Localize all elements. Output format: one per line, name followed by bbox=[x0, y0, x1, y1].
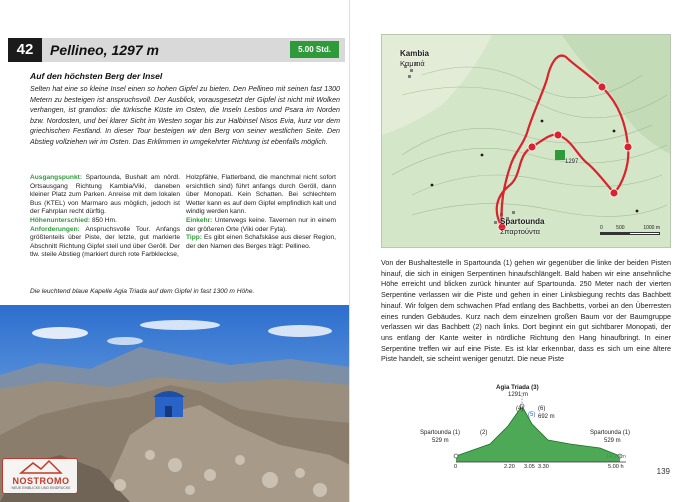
tip-text: Es gibt einen Schafskäse aus dieser Region, der den Namen des Berges trägt: Pellineo. bbox=[186, 234, 336, 250]
profile-left-alt: 529 m bbox=[432, 438, 449, 444]
logo-mountain-icon bbox=[3, 459, 79, 475]
tour-number: 42 bbox=[8, 38, 42, 62]
scale-500: 500 bbox=[616, 225, 625, 231]
duration-badge: 5.00 Std. bbox=[290, 41, 339, 58]
profile-distance: 14.2 km bbox=[606, 454, 626, 460]
photo-caption: Die leuchtend blaue Kapelle Agia Triada auf dem Gipfel in fast 1300 m Höhe. bbox=[30, 288, 255, 295]
map-label-spartounda-greek: Σπαρτούντα bbox=[500, 227, 540, 236]
logo-text: NOSTROMO bbox=[12, 476, 70, 486]
page-number: 139 bbox=[656, 467, 670, 476]
profile-point-2: (2) bbox=[480, 430, 488, 436]
route-description: Von der Bushaltestelle in Spartounda (1) gehen wir gegenüber die linke der beiden Pisten hinauf, die sich in einigen Serpentinen hinaufschlängelt. Bald haben wir eine ansehnliche Höhe erreicht und blicken zurück hinunter auf Spartounda. 250 Meter nach der vierten Serpentine verlassen wir die Piste und gehen in einer Linksbiegung rechts das Bachbett hinauf. Wir folgen dem schwachen Pfad entlang des Bachbetts, vorbei an den Überresten eines runden Gebäudes. Kurz nach dem einzelnen großen Baum vor der Baumgruppe verlassen wir das Bachbett (2) nach links. Dort beginnt ein gut sichtbarer Monopati, der uns entlang der Kante weiter in nördliche Richtung den Hang hinaufbringt. In einer Serpentine treffen wir auf eine Piste. Es ist klar erkennbar, dass es sich um eine ältere Piste handelt, sie scheint weniger genutzt. Die neue Piste bbox=[381, 258, 671, 364]
height-label: Höhenunterschied: bbox=[30, 216, 91, 224]
map-label-kambia-greek: Καμπιά bbox=[400, 59, 425, 68]
map-summit-height: 1297 bbox=[565, 159, 579, 165]
profile-point-5: (5) bbox=[528, 412, 536, 418]
profile-point-start bbox=[454, 454, 458, 458]
logo-subtext: NEUE EINBLICKE UND EINDRÜCKE bbox=[11, 486, 71, 490]
chapel-icon bbox=[153, 391, 185, 417]
summit-photo bbox=[0, 305, 350, 502]
waypoint-3 bbox=[554, 131, 562, 139]
profile-point-6: (6) bbox=[538, 406, 546, 412]
tour-subtitle: Auf den höchsten Berg der Insel bbox=[30, 71, 163, 81]
requirements-text: Anspruchsvolle Tour. Anfangs größtenteils über Piste, der letzte, gut markierte Abschnitt Richtung Gipfel steil und über Geröll. Der tlw. steile Abstieg (markiert durch rote Farbkleckse, bbox=[30, 225, 180, 259]
profile-left-name: Spartounda (1) bbox=[420, 430, 461, 436]
elevation-profile-graphic bbox=[420, 384, 640, 474]
scale-1000: 1000 m bbox=[643, 225, 660, 231]
route-map bbox=[381, 34, 671, 248]
height-text: 850 Hm. bbox=[91, 216, 117, 224]
profile-point-6-alt: 692 m bbox=[538, 414, 555, 420]
profile-time-4: 5.00 h bbox=[608, 464, 624, 470]
stop-label: Einkehr: bbox=[186, 216, 213, 224]
waypoint-5 bbox=[624, 143, 632, 151]
waypoint-4 bbox=[610, 189, 618, 197]
requirements-continued: Holzpfähle, Flatterband, die manchmal nicht sofort ersichtlich sind) führt anfangs durch Geröll, dann über Monopati. Kein Schatten. Bei schlechtem Wetter kann es auf dem Gipfel empfindlich kalt und windig werden kann. bbox=[186, 174, 336, 216]
map-label-spartounda: Spartounda bbox=[500, 217, 545, 226]
start-text: Spartounda, Bushalt am nördl. Ortsausgang Richtung Kambia/Viki, daneben kleiner Platz zum Parken. Anreise mit dem lokalen Bus (KTEL) von Marmaro aus möglich, jedoch ist der Fahrplan recht dürftig. bbox=[30, 174, 180, 216]
publisher-logo bbox=[2, 458, 78, 494]
waypoint-2 bbox=[528, 143, 536, 151]
map-scale bbox=[600, 225, 660, 235]
waypoint-6 bbox=[598, 83, 606, 91]
info-column-right bbox=[186, 174, 336, 251]
tour-title: Pellineo, 1297 m bbox=[50, 42, 159, 58]
map-label-kambia: Kambia bbox=[400, 49, 429, 58]
tip-label: Tipp: bbox=[186, 234, 202, 242]
start-label: Ausgangspunkt: bbox=[30, 174, 83, 181]
profile-point-4: (4) bbox=[516, 406, 524, 412]
summit-marker bbox=[555, 150, 565, 160]
profile-time-0: 0 bbox=[454, 464, 458, 470]
profile-peak-alt: 1291 m bbox=[508, 392, 529, 398]
profile-time-3: 3.30 bbox=[538, 464, 549, 470]
profile-peak-name: Agia Triada (3) bbox=[496, 384, 539, 391]
profile-time-2: 3.05 bbox=[524, 464, 535, 470]
profile-right-name: Spartounda (1) bbox=[590, 430, 631, 436]
requirements-label: Anforderungen: bbox=[30, 225, 80, 233]
scale-bar bbox=[600, 232, 660, 235]
profile-time-1: 2.20 bbox=[504, 464, 515, 470]
tour-header bbox=[8, 38, 345, 62]
stop-text: Unterwegs keine. Tavernen nur in einem der größeren Orte (Viki oder Fyta). bbox=[186, 216, 336, 233]
elevation-profile bbox=[420, 384, 640, 474]
profile-right-alt: 529 m bbox=[604, 438, 621, 444]
scale-zero: 0 bbox=[600, 225, 603, 231]
info-column-left bbox=[30, 174, 180, 260]
intro-text: Selten hat eine so kleine Insel einen so hohen Gipfel zu bieten. Den Pellineo mit seinen fast 1300 Metern zu besteigen ist anspruchsvoll. Der Ausblick, vorausgesetzt der Gipfel ist nicht mit Wolken verhangen, ist grandios: die türkische Küste im Osten, die Inseln Lesbos und Psara im Norden bzw. Nordosten, und bei klarer Sicht im Westen sogar bis zur Halbinsel Nisos Evia, kurz vor dem griechischen Festland. In dieser Tour besteigen wir den Berg von seiner westlichen Seite. Den Abstieg vollziehen wir im Osten. Das Erklimmen in umgekehrter Richtung ist ebenfalls möglich. bbox=[30, 85, 340, 146]
